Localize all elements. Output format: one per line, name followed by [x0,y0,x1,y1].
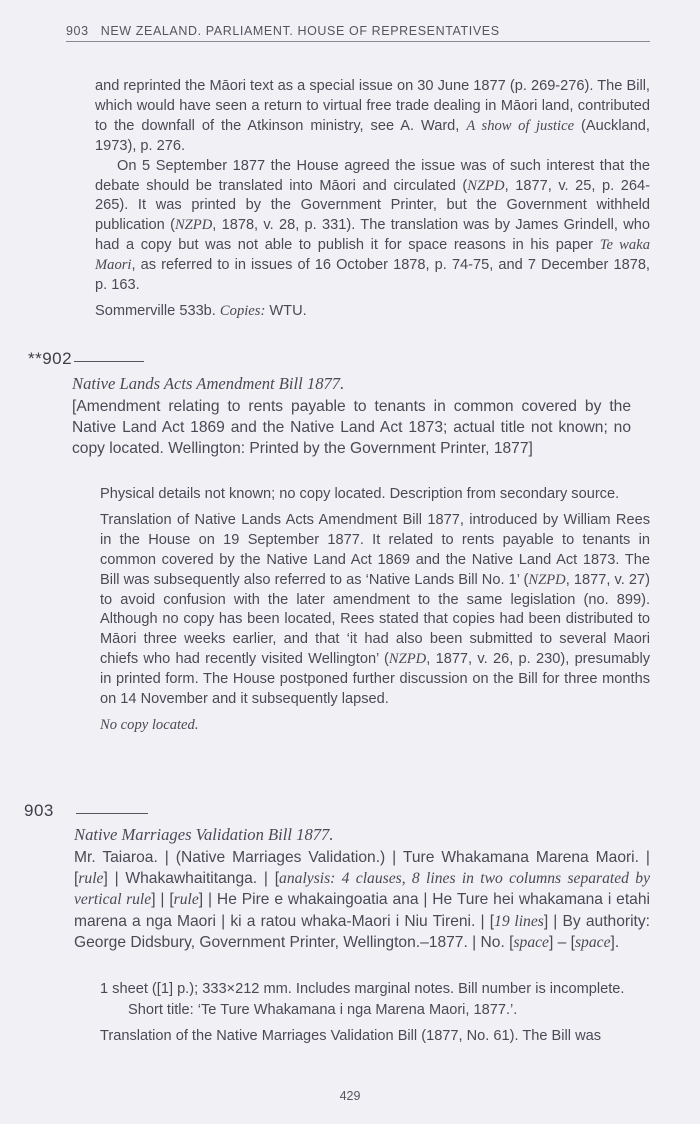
entry-902-number: **902 [28,349,73,368]
intro-paragraph-1: and reprinted the Māori text as a special issue on 30 June 1877 (p. 269-276). The Bill, which would have seen a return to virtual free trade dealing in Māori land, contributed to the downfall of the Atkinson ministry, see A. Ward, A show of justice (Auckland, 1973), p. 276. [95,78,650,154]
header-page-ref: 903 [66,24,89,38]
header-title: NEW ZEALAND. PARLIAMENT. HOUSE OF REPRESENTATIVES [100,24,500,38]
intro-paragraph-3: Sommerville 533b. Copies: WTU. [95,302,307,319]
page-number: 429 [339,1089,361,1103]
entry-903-short-title: Short title: ‘Te Ture Whakamana i nga Marena Maori, 1877.’. [128,1001,518,1018]
entry-902-title: Native Lands Acts Amendment Bill 1877. [72,374,345,393]
entry-902-dash [74,361,144,362]
entry-902-bracket: [Amendment relating to rents payable to tenants in common covered by the Native Land Act 1869 and the Native Land Act 1873; actual title not known; no copy located. Wellington: Printed by the Government Printer, 1877] [72,398,631,458]
entry-902-no-copy: No copy located. [100,716,199,733]
entry-903-transcription-block [74,847,650,953]
entry-903-physical: 1 sheet ([1] p.); 333×212 mm. Includes marginal notes. Bill number is incomplete. [100,981,625,997]
entry-902-bracket-block [72,396,631,460]
entry-902-physical: Physical details not known; no copy located. Description from secondary source. [100,486,620,502]
entry-902-note: Translation of Native Lands Acts Amendment Bill 1877, introduced by William Rees in the House on 19 September 1877. It related to rents payable to tenants in common covered by the Native Land Act 1869 and the Native Land Act 1873. The Bill was subsequently also referred to as ‘Native Lands Bill No. 1’ (NZPD, 1877, v. 27) to avoid confusion with the later amendment to the same legislation (no. 899). Although no copy has been located, Rees stated that copies had been distributed to Māori three weeks earlier, and that ‘it had also been submitted to several Maori chiefs who had recently visited Wellington’ (NZPD, 1877, v. 26, p. 230), presumably in printed form. The House postponed further discussion on the Bill for three months on 14 November and it subsequently lapsed. [100,511,650,708]
entry-903-transcription: Mr. Taiaroa. | (Native Marriages Validation.) | Ture Whakamana Marena Maori. | [rule] | Whakawhaititanga. | [analysis: 4 clauses, 8 lines in two columns separated by vertical rule] | [rule] | He Pire e whakaingoatia ana | He Ture hei whakamana i etahi marena a nga Maori | ki a ratou whaka-Maori i Niu Tireni. | [19 lines] | By authority: George Didsbury, Government Printer, Wellington.–1877. | No. [space] – [space]. [74,849,651,951]
entry-903-notes [100,980,652,1047]
intro-italic-title: A show of justice [466,117,575,134]
entry-902-notes [100,485,650,736]
entry-903-dash [76,813,148,814]
entry-903-title: Native Marriages Validation Bill 1877. [74,825,334,844]
running-header [66,24,650,42]
entry-903-number: 903 [24,801,54,820]
intro-italic-paper: Te waka Maori [95,237,650,274]
entry-903-translation: Translation of the Native Marriages Validation Bill (1877, No. 61). The Bill was [100,1027,602,1044]
intro-paragraph-2: On 5 September 1877 the House agreed the issue was of such interest that the debate should be translated into Māori and circulated (NZPD, 1877, v. 25, p. 264-265). It was printed by the Government Printer, but the Government withheld publication (NZPD, 1878, v. 28, p. 331). The translation was by James Grindell, who had a copy but was not able to publish it for space reasons in his paper Te waka Maori, as referred to in issues of 16 October 1878, p. 74-75, and 7 December 1878, p. 163. [95,157,650,294]
intro-block [95,77,650,322]
